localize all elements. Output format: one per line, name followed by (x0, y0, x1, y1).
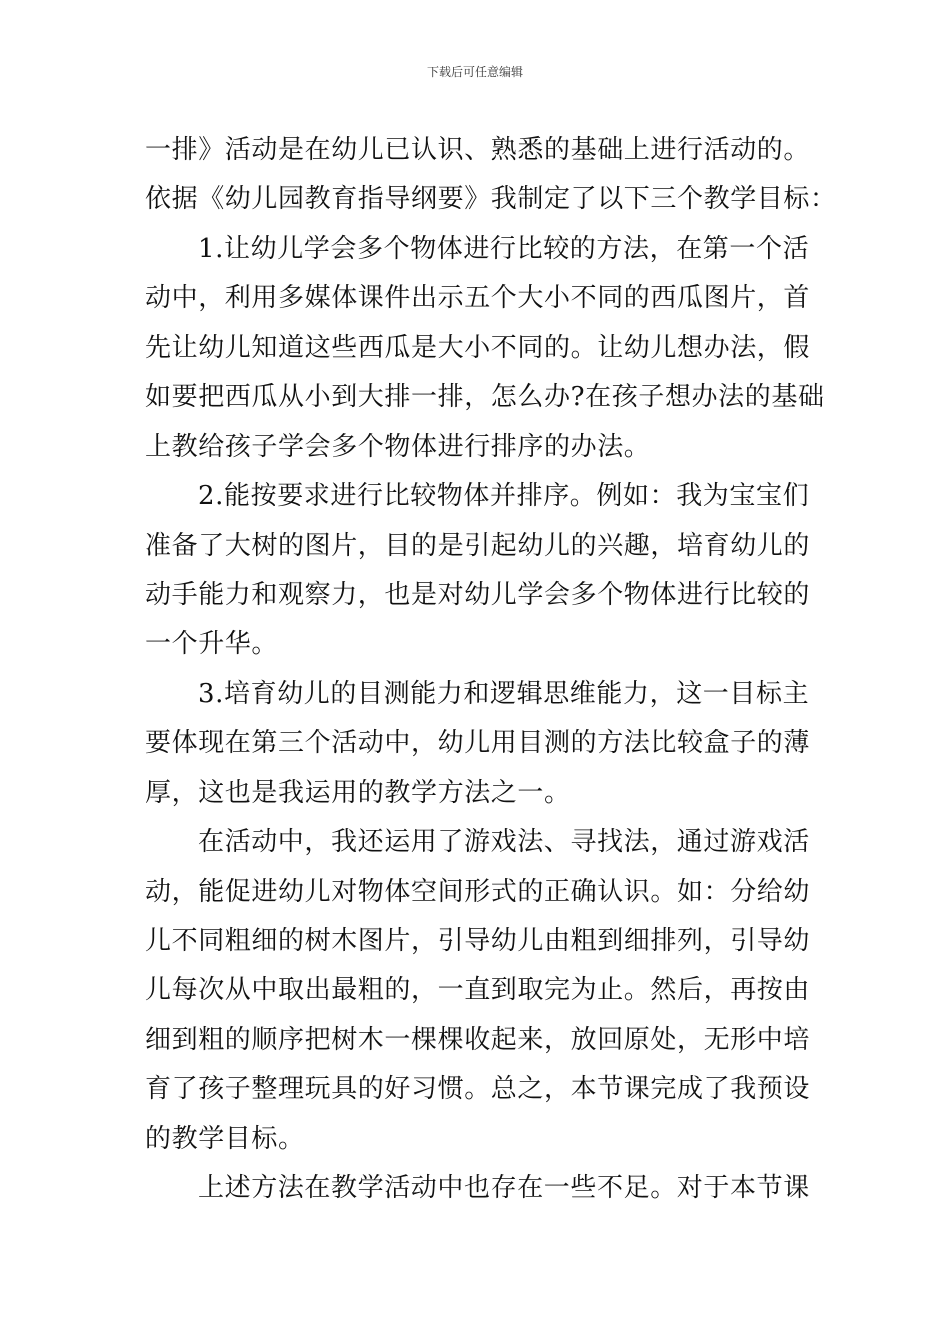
text-line: 3.培育幼儿的目测能力和逻辑思维能力，这一目标主 (198, 678, 810, 709)
document-body (145, 126, 837, 1214)
text-line: 上述方法在教学活动中也存在一些不足。对于本节课 (198, 1173, 810, 1204)
text-line: 准备了大树的图片，目的是引起幼儿的兴趣，培育幼儿的 (145, 530, 811, 561)
text-line: 先让幼儿知道这些西瓜是大小不同的。让幼儿想办法，假 (145, 332, 811, 363)
text-line: 2.能按要求进行比较物体并排序。例如：我为宝宝们 (198, 481, 810, 512)
text-line: 细到粗的顺序把树木一棵棵收起来，放回原处，无形中培 (145, 1024, 811, 1055)
text-line: 上教给孩子学会多个物体进行排序的办法。 (145, 431, 651, 462)
text-line: 儿每次从中取出最粗的，一直到取完为止。然后，再按由 (145, 975, 811, 1006)
text-line: 在活动中，我还运用了游戏法、寻找法，通过游戏活 (198, 827, 810, 858)
text-line: 育了孩子整理玩具的好习惯。总之，本节课完成了我预设 (145, 1074, 811, 1105)
text-line: 1.让幼儿学会多个物体进行比较的方法，在第一个活 (198, 233, 810, 264)
text-line: 一排》活动是在幼儿已认识、熟悉的基础上进行活动的。 (145, 135, 811, 165)
text-line: 动中，利用多媒体课件出示五个大小不同的西瓜图片，首 (145, 283, 811, 314)
text-line: 动手能力和观察力，也是对幼儿学会多个物体进行比较的 (145, 579, 811, 610)
text-line: 动，能促进幼儿对物体空间形式的正确认识。如：分给幼 (145, 876, 811, 907)
text-line: 厚，这也是我运用的教学方法之一。 (145, 777, 571, 808)
text-line: 一个升华。 (145, 629, 279, 660)
text-line: 的教学目标。 (145, 1123, 305, 1154)
text-line: 依据《幼儿园教育指导纲要》我制定了以下三个教学目标： (145, 184, 837, 215)
text-line: 如要把西瓜从小到大排一排，怎么办?在孩子想办法的基础 (145, 382, 825, 413)
text-line: 要体现在第三个活动中，幼儿用目测的方法比较盒子的薄 (145, 728, 811, 759)
page-header: 下载后可任意编辑 (426, 65, 523, 79)
text-line: 儿不同粗细的树木图片，引导幼儿由粗到细排列，引导幼 (145, 926, 811, 956)
